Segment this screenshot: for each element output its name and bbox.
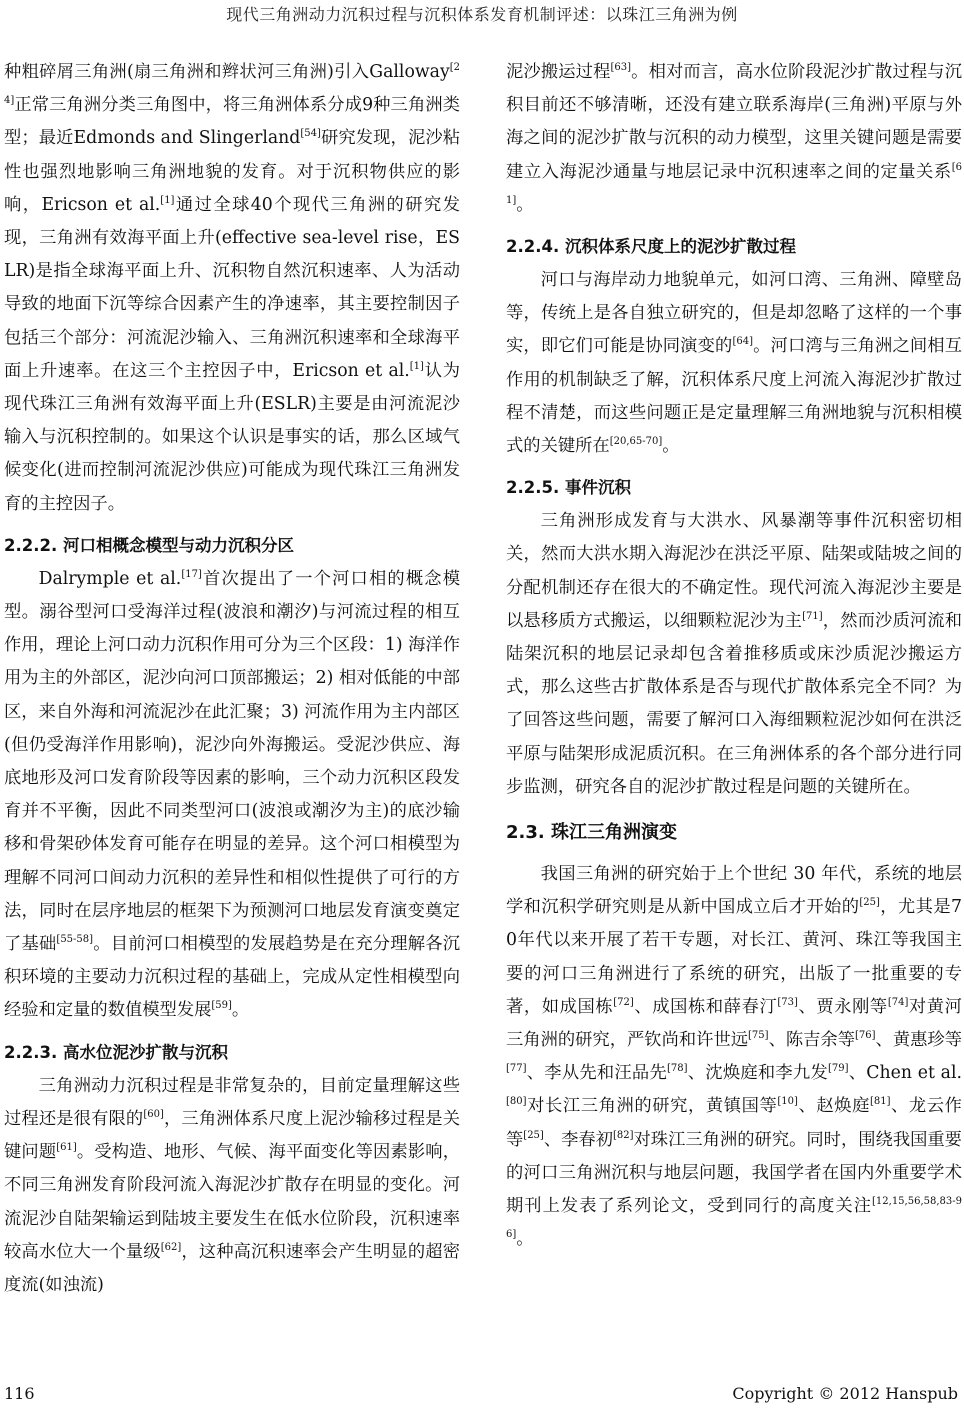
citation: [77]: [506, 1063, 527, 1075]
citation: [73]: [777, 996, 798, 1008]
citation: [54]: [300, 128, 321, 140]
paragraph: 种粗碎屑三角洲(扇三角洲和辫状河三角洲)引入Galloway[24]正常三角洲分类三角图中，将三角洲体系分成9种三角洲类型；最近Edmonds and Slingerland[54]研究发现，泥沙粘性也强烈地影响三角洲地貌的发育。对于沉积物供应的影响，Ericson et al.[1]通过全球40个现代三角洲的研究发现，三角洲有效海平面上升(effective sea-level rise，ESLR)是指全球海平面上升、沉积物自然沉积速率、人为活动导致的地面下沉等综合因素产生的净速率，其主要控制因子包括三个部分：河流泥沙输入、三角洲沉积速率和全球海平面上升速率。在这三个主控因子中，Ericson et al.[1]认为现代珠江三角洲有效海平面上升(ESLR)主要是由河流泥沙输入与沉积控制的。如果这个认识是事实的话，那么区域气候变化(进而控制河流泥沙供应)可能成为现代珠江三角洲发育的主控因子。: [4, 62, 460, 514]
paragraph: 三角洲形成发育与大洪水、风暴潮等事件沉积密切相关，然而大洪水期入海泥沙在洪泛平原、陆架或陆坡之间的分配机制还存在很大的不确定性。现代河流入海泥沙主要是以悬移质方式搬运，以细颗粒泥沙为主[71]，然而沙质河流和陆架沉积的地层记录却包含着推移质或床沙质泥沙搬运方式，那么这些古扩散体系是否与现代扩散体系完全不同？为了回答这些问题，需要了解河口入海细颗粒泥沙如何在洪泛平原与陆架形成泥质沉积。在三角洲体系的各个部分进行同步监测，研究各自的泥沙扩散过程是问题的关键所在。: [506, 511, 962, 797]
citation: [79]: [828, 1063, 849, 1075]
paragraph: 泥沙搬运过程[63]。相对而言，高水位阶段泥沙扩散过程与沉积目前还不够清晰，还没有建立联系海岸(三角洲)平原与外海之间的泥沙扩散与沉积的动力模型，这里关键问题是需要建立入海泥沙通量与地层记录中沉积速率之间的定量关系[61]。: [506, 62, 962, 215]
citation: [76]: [855, 1030, 876, 1042]
page-number: 116: [4, 1384, 35, 1403]
citation: [60]: [143, 1108, 164, 1120]
section-heading: 2.3. 珠江三角洲演变: [506, 822, 677, 844]
paragraph: 三角洲动力沉积过程是非常复杂的，目前定量理解这些过程还是很有限的[60]，三角洲体系尺度上泥沙输移过程是关键问题[61]。受构造、地形、气候、海平面变化等因素影响，不同三角洲发育阶段河流入海泥沙扩散存在明显的变化。河流泥沙自陆架输运到陆坡主要发生在低水位阶段，沉积速率较高水位大一个量级[62]，这种高沉积速率会产生明显的超密度流(如浊流): [4, 1075, 460, 1295]
citation: [74]: [887, 996, 909, 1008]
paragraph: 河口与海岸动力地貌单元，如河口湾、三角洲、障壁岛等，传统上是各自独立研究的，但是却忽略了这样的一个事实，即它们可能是协同演变的[64]。河口湾与三角洲之间相互作用的机制缺乏了解，沉积体系尺度上河流入海泥沙扩散过程不清楚，而这些问题正是定量理解三角洲地貌与沉积相模式的关键所在[20,65-70]。: [506, 270, 962, 457]
citation: [63]: [610, 62, 632, 73]
citation: [81]: [869, 1096, 891, 1108]
citation: [17]: [181, 568, 202, 580]
section-heading: 2.2.5. 事件沉积: [506, 478, 631, 498]
citation: [82]: [612, 1129, 634, 1141]
citation: [25]: [859, 897, 880, 909]
citation: [80]: [506, 1096, 527, 1108]
section-heading: 2.2.4. 沉积体系尺度上的泥沙扩散过程: [506, 237, 796, 257]
citation: [75]: [748, 1030, 769, 1042]
citation: [55-58]: [56, 934, 94, 946]
left-column: [4, 56, 460, 1302]
right-column: [506, 56, 962, 1257]
citation: [61]: [56, 1142, 77, 1154]
citation: [78]: [667, 1063, 688, 1075]
citation: [20,65-70]: [609, 436, 663, 448]
paragraph: Dalrymple et al.[17]首次提出了一个河口相的概念模型。溺谷型河口受海洋过程(波浪和潮汐)与河流过程的相互作用，理论上河口动力沉积作用可分为三个区段：1) 海洋作用为主的外部区，泥沙向河口顶部搬运；2) 相对低能的中部区，来自外海和河流泥沙在此汇聚；3) 河流作用为主内部区(但仍受海洋作用影响)，泥沙向外海搬运。受泥沙供应、海底地形及河口发育阶段等因素的影响，三个动力沉积区段发育并不平衡，因此不同类型河口(波浪或潮汐为主)的底沙输移和骨架砂体发育可能存在明显的差异。这个河口相模型为理解不同河口间动力沉积的差异性和相似性提供了可行的方法，同时在层序地层的框架下为预测河口地层发育演变奠定了基础[55-58]。目前河口相模型的发展趋势是在充分理解各沉积环境的主要动力沉积过程的基础上，完成从定性相模型向经验和定量的数值模型发展[59]。: [4, 568, 460, 1021]
citation: [24]: [4, 62, 460, 107]
copyright-notice: Copyright © 2012 Hanspub: [732, 1384, 958, 1403]
citation: [10]: [777, 1096, 798, 1108]
citation: [71]: [802, 610, 823, 622]
citation: [12,15,56,58,83-96]: [506, 1196, 962, 1241]
paragraph: 我国三角洲的研究始于上个世纪 30 年代，系统的地层学和沉积学研究则是从新中国成立后才开始的[25]，尤其是70年代以来开展了若干专题，对长江、黄河、珠江等我国主要的河口三角洲进行了系统的研究，出版了一批重要的专著，如成国栋[72]、成国栋和薛春汀[73]、贾永刚等[74]对黄河三角洲的研究，严钦尚和许世远[75]、陈吉余等[76]、黄惠珍等[77]、李从先和汪品先[78]、沈焕庭和李九发[79]、Chen et al.[80]对长江三角洲的研究，黄镇国等[10]、赵焕庭[81]、龙云作等[25]、李春初[82]对珠江三角洲的研究。同时，围绕我国重要的河口三角洲沉积与地层问题，我国学者在国内外重要学术期刊上发表了系列论文，受到同行的高度关注[12,15,56,58,83-96]。: [506, 864, 962, 1250]
citation: [62]: [160, 1241, 182, 1253]
citation: [1]: [409, 360, 424, 372]
section-heading: 2.2.2. 河口相概念模型与动力沉积分区: [4, 535, 294, 555]
citation: [59]: [211, 1000, 232, 1012]
citation: [72]: [613, 996, 634, 1008]
citation: [64]: [732, 336, 753, 348]
citation: [1]: [160, 194, 175, 206]
section-heading: 2.2.3. 高水位泥沙扩散与沉积: [4, 1042, 228, 1062]
running-header: 现代三角洲动力沉积过程与沉积体系发育机制评述：以珠江三角洲为例: [226, 5, 738, 24]
citation: [25]: [523, 1129, 544, 1141]
citation: [61]: [506, 161, 962, 206]
